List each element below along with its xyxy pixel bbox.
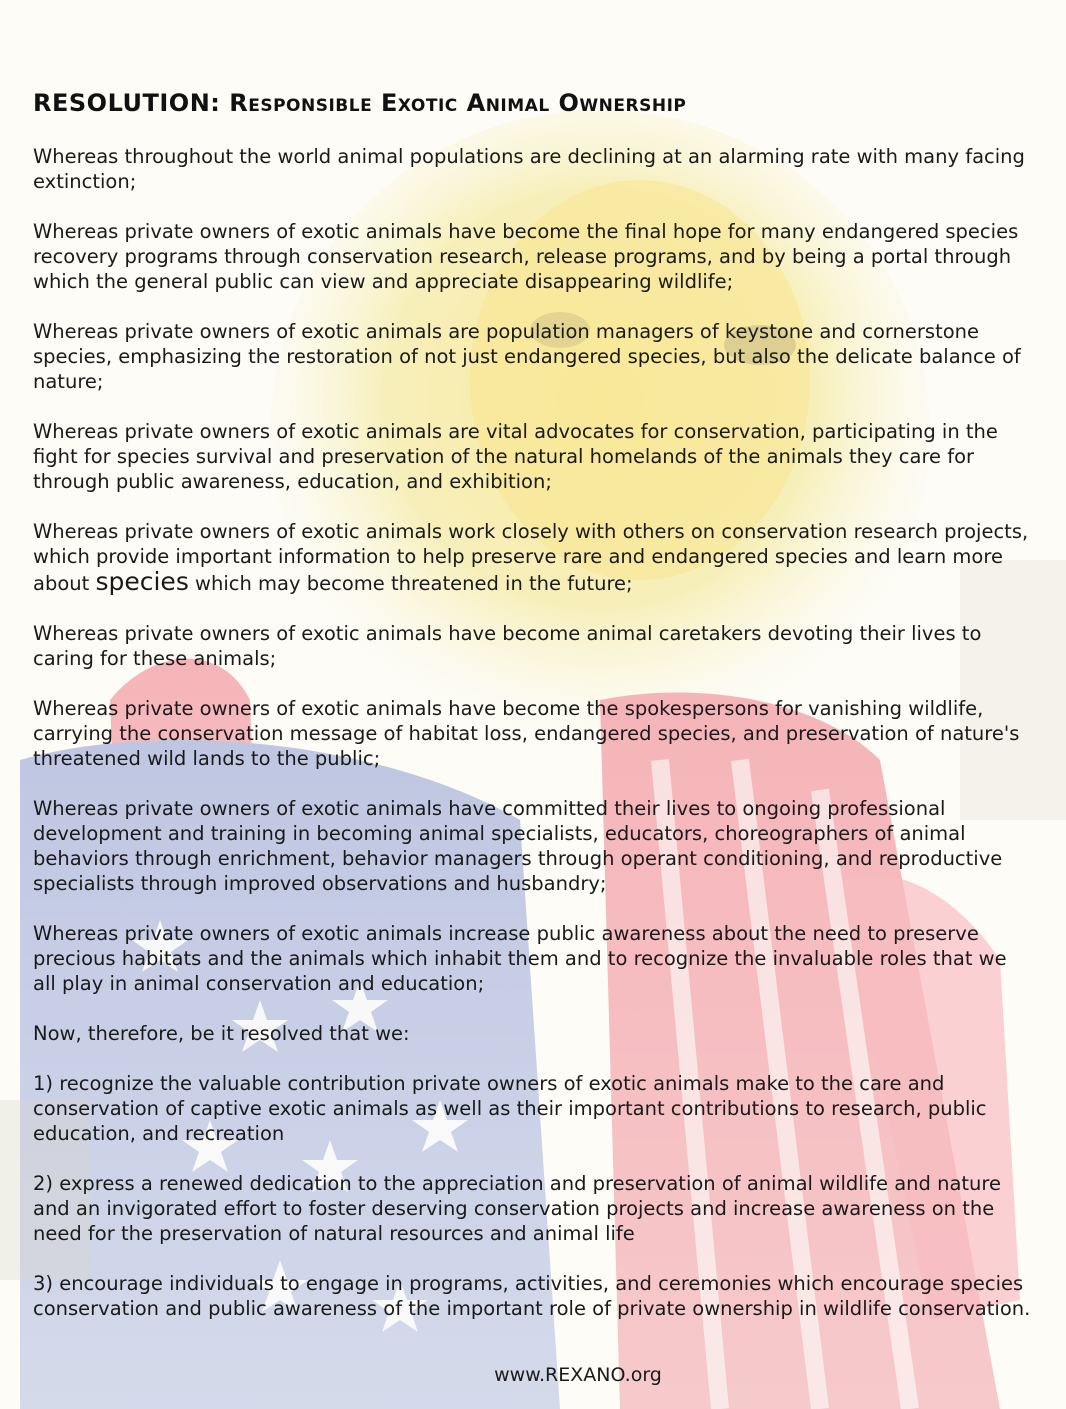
paragraph-text: which may become threatened in the future; <box>188 572 633 595</box>
resolved-intro: Now, therefore, be it resolved that we: <box>33 1022 410 1045</box>
whereas-paragraph: Whereas private owners of exotic animals have become animal caretakers devoting their lives to caring for these animals; <box>33 622 982 670</box>
whereas-paragraph: Whereas private owners of exotic animals have committed their lives to ongoing professional development and training in becoming animal specialists, educators, choreographers of animal behaviors through enrichment, behavior managers through operant conditioning, and reproductive specialists through improved observations and husbandry; <box>33 797 1003 895</box>
whereas-paragraph: Whereas throughout the world animal populations are declining at an alarming rate with many facing extinction; <box>33 145 1025 193</box>
whereas-paragraph: Whereas private owners of exotic animals have become the spokespersons for vanishing wildlife, carrying the conservation message of habitat loss, endangered species, and preservation of nature's threatened wild lands to the public; <box>33 697 1020 770</box>
whereas-paragraph: Whereas private owners of exotic animals are vital advocates for conservation, participating in the fight for species survival and preservation of the natural homelands of the animals they care for through public awareness, education, and exhibition; <box>33 420 998 493</box>
document-title: RESOLUTION: Responsible Exotic Animal Ownership <box>33 89 687 117</box>
whereas-paragraph: Whereas private owners of exotic animals are population managers of keystone and cornerstone species, emphasizing the restoration of not just endangered species, but also the delicate balance of nature; <box>33 320 1021 393</box>
emphasized-word: species <box>95 567 189 596</box>
whereas-paragraph: Whereas private owners of exotic animals increase public awareness about the need to preserve precious habitats and the animals which inhabit them and to recognize the invaluable roles that we all play in animal conservation and education; <box>33 922 1007 995</box>
resolution-item: 2) express a renewed dedication to the appreciation and preservation of animal wildlife and nature and an invigorated effort to foster deserving conservation projects and increase awareness on the need for the preservation of natural resources and animal life <box>33 1172 1001 1245</box>
paragraph-text: Whereas private owners of exotic animals work closely with others on conservation research projects, which provide important information to help preserve rare and endangered species and learn more about <box>33 520 1029 595</box>
resolution-item: 1) recognize the valuable contribution private owners of exotic animals make to the care and conservation of captive exotic animals as well as their important contributions to research, public education, and recreation <box>33 1072 987 1145</box>
whereas-paragraph-research <box>33 519 1033 596</box>
document-body <box>33 88 1033 1346</box>
resolution-item: 3) encourage individuals to engage in programs, activities, and ceremonies which encourage species conservation and public awareness of the important role of private ownership in wildlife conservation. <box>33 1272 1031 1320</box>
whereas-paragraph: Whereas private owners of exotic animals have become the final hope for many endangered species recovery programs through conservation research, release programs, and by being a portal through which the general public can view and appreciate disappearing wildlife; <box>33 220 1019 293</box>
website-link[interactable]: www.REXANO.org <box>494 1364 662 1386</box>
footer <box>0 1364 1066 1386</box>
